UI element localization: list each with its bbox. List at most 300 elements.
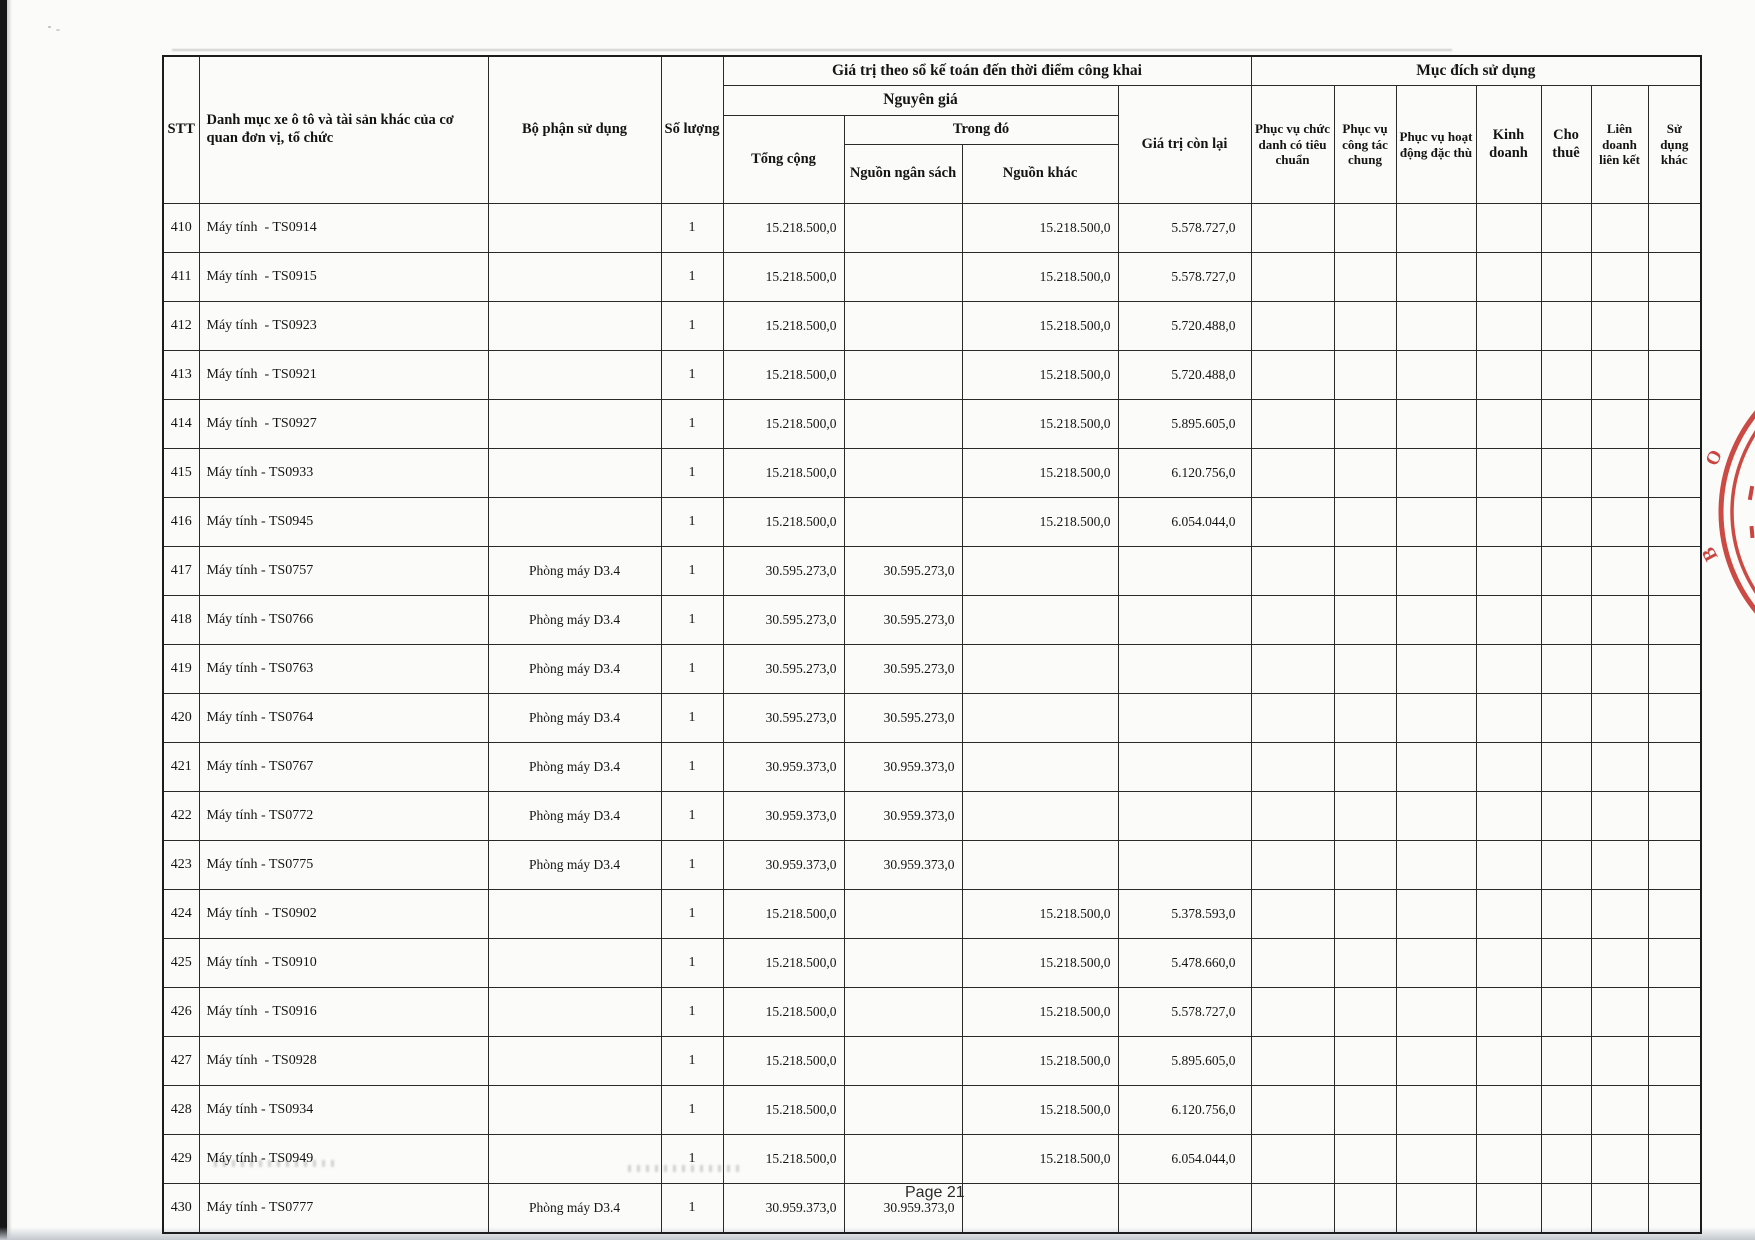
usage-cell [1541,1184,1591,1234]
usage-cell [1334,1086,1396,1135]
asset-name: Máy tính - TS0923 [199,302,488,351]
usage-cell [1396,939,1476,988]
usage-cell [1648,939,1701,988]
asset-table [162,55,1702,1234]
usage-cell [1541,204,1591,253]
col-header-remaining-value: Giá trị còn lại [1118,86,1251,204]
budget-source: 30.595.273,0 [844,547,962,596]
usage-cell [1591,400,1648,449]
usage-cell [1251,1037,1334,1086]
quantity: 1 [661,547,723,596]
usage-cell [1541,351,1591,400]
budget-source [844,1086,962,1135]
asset-name: Máy tính - TS0767 [199,743,488,792]
usage-cell [1476,988,1541,1037]
table-row [163,547,1701,596]
remaining-value: 5.720.488,0 [1118,351,1251,400]
usage-cell [1541,1037,1591,1086]
table-header [163,56,1701,204]
usage-cell [1591,841,1648,890]
budget-source: 30.595.273,0 [844,596,962,645]
department [488,204,661,253]
usage-cell [1591,596,1648,645]
quantity: 1 [661,253,723,302]
usage-cell [1591,890,1648,939]
table-row [163,400,1701,449]
usage-cell [1476,1184,1541,1234]
usage-cell [1251,939,1334,988]
department [488,351,661,400]
row-stt: 430 [163,1184,199,1234]
asset-name: Máy tính - TS0928 [199,1037,488,1086]
table-row [163,1037,1701,1086]
total-cost: 15.218.500,0 [723,449,844,498]
budget-source: 30.959.373,0 [844,743,962,792]
usage-cell [1591,449,1648,498]
total-cost: 15.218.500,0 [723,302,844,351]
row-stt: 414 [163,400,199,449]
asset-name: Máy tính - TS0902 [199,890,488,939]
col-header-usage-6: Sử dụng khác [1648,86,1701,204]
table-row [163,890,1701,939]
row-stt: 422 [163,792,199,841]
quantity: 1 [661,1086,723,1135]
asset-name: Máy tính - TS0914 [199,204,488,253]
usage-cell [1251,645,1334,694]
quantity: 1 [661,351,723,400]
budget-source [844,204,962,253]
page-number: Page 21 [905,1184,965,1201]
usage-cell [1396,988,1476,1037]
budget-source [844,253,962,302]
department: Phòng máy D3.4 [488,841,661,890]
other-source [962,645,1118,694]
department: Phòng máy D3.4 [488,596,661,645]
usage-cell [1396,204,1476,253]
table-row [163,792,1701,841]
col-header-total: Tổng cộng [723,116,844,204]
usage-cell [1334,1135,1396,1184]
usage-cell [1541,841,1591,890]
usage-cell [1476,302,1541,351]
usage-cell [1648,792,1701,841]
usage-cell [1591,1037,1648,1086]
usage-cell [1591,988,1648,1037]
usage-cell [1334,939,1396,988]
total-cost: 15.218.500,0 [723,890,844,939]
other-source [962,841,1118,890]
department: Phòng máy D3.4 [488,547,661,596]
usage-cell [1251,253,1334,302]
quantity: 1 [661,988,723,1037]
budget-source [844,498,962,547]
asset-name: Máy tính - TS0763 [199,645,488,694]
other-source: 15.218.500,0 [962,890,1118,939]
other-source: 15.218.500,0 [962,1135,1118,1184]
row-stt: 420 [163,694,199,743]
col-header-usage-purpose-group: Mục đích sử dụng [1251,56,1701,86]
usage-cell [1476,1086,1541,1135]
total-cost: 15.218.500,0 [723,939,844,988]
col-header-usage-4: Cho thuê [1541,86,1591,204]
quantity: 1 [661,645,723,694]
usage-cell [1648,1135,1701,1184]
red-official-stamp-partial [1688,345,1755,690]
col-header-quantity: Số lượng [661,56,723,204]
usage-cell [1396,1184,1476,1234]
department [488,449,661,498]
remaining-value: 5.578.727,0 [1118,204,1251,253]
usage-cell [1334,498,1396,547]
usage-cell [1476,1135,1541,1184]
usage-cell [1541,939,1591,988]
other-source: 15.218.500,0 [962,204,1118,253]
other-source: 15.218.500,0 [962,988,1118,1037]
total-cost: 15.218.500,0 [723,1135,844,1184]
total-cost: 30.959.373,0 [723,743,844,792]
usage-cell [1591,498,1648,547]
department: Phòng máy D3.4 [488,743,661,792]
usage-cell [1476,645,1541,694]
asset-name: Máy tính - TS0764 [199,694,488,743]
other-source: 15.218.500,0 [962,302,1118,351]
row-stt: 416 [163,498,199,547]
usage-cell [1648,302,1701,351]
budget-source [844,302,962,351]
quantity: 1 [661,939,723,988]
usage-cell [1334,1184,1396,1234]
department [488,939,661,988]
remaining-value: 5.378.593,0 [1118,890,1251,939]
table-row [163,596,1701,645]
usage-cell [1396,694,1476,743]
usage-cell [1476,351,1541,400]
asset-name: Máy tính - TS0945 [199,498,488,547]
row-stt: 429 [163,1135,199,1184]
usage-cell [1476,694,1541,743]
table-row [163,449,1701,498]
usage-cell [1334,743,1396,792]
remaining-value: 5.578.727,0 [1118,988,1251,1037]
usage-cell [1476,253,1541,302]
asset-name: Máy tính - TS0927 [199,400,488,449]
remaining-value [1118,596,1251,645]
usage-cell [1251,498,1334,547]
asset-name: Máy tính - TS0916 [199,988,488,1037]
col-header-stt: STT [163,56,199,204]
usage-cell [1396,596,1476,645]
usage-cell [1476,449,1541,498]
quantity: 1 [661,1184,723,1234]
usage-cell [1251,400,1334,449]
other-source [962,596,1118,645]
row-stt: 428 [163,1086,199,1135]
table-row [163,939,1701,988]
usage-cell [1648,743,1701,792]
quantity: 1 [661,498,723,547]
total-cost: 30.595.273,0 [723,596,844,645]
usage-cell [1541,400,1591,449]
other-source [962,1184,1118,1234]
usage-cell [1541,792,1591,841]
department: Phòng máy D3.4 [488,694,661,743]
quantity: 1 [661,1037,723,1086]
budget-source: 30.959.373,0 [844,792,962,841]
other-source [962,694,1118,743]
table-row [163,1086,1701,1135]
department [488,890,661,939]
quantity: 1 [661,204,723,253]
usage-cell [1541,988,1591,1037]
usage-cell [1591,1135,1648,1184]
usage-cell [1251,1184,1334,1234]
usage-cell [1541,1135,1591,1184]
col-header-asset-category: Danh mục xe ô tô và tài sản khác của cơ quan đơn vị, tổ chức [199,56,488,204]
usage-cell [1541,596,1591,645]
total-cost: 30.959.373,0 [723,792,844,841]
quantity: 1 [661,400,723,449]
usage-cell [1251,449,1334,498]
row-stt: 418 [163,596,199,645]
department [488,1135,661,1184]
usage-cell [1541,645,1591,694]
col-header-book-value-group: Giá trị theo sổ kế toán đến thời điểm công khai [723,56,1251,86]
usage-cell [1334,449,1396,498]
usage-cell [1396,890,1476,939]
usage-cell [1396,302,1476,351]
usage-cell [1591,1086,1648,1135]
other-source: 15.218.500,0 [962,939,1118,988]
other-source: 15.218.500,0 [962,253,1118,302]
quantity: 1 [661,792,723,841]
asset-name: Máy tính - TS0777 [199,1184,488,1234]
usage-cell [1476,1037,1541,1086]
asset-name: Máy tính - TS0757 [199,547,488,596]
total-cost: 15.218.500,0 [723,351,844,400]
other-source: 15.218.500,0 [962,1086,1118,1135]
remaining-value: 6.054.044,0 [1118,498,1251,547]
usage-cell [1591,253,1648,302]
usage-cell [1334,302,1396,351]
usage-cell [1396,1037,1476,1086]
usage-cell [1396,743,1476,792]
usage-cell [1476,743,1541,792]
usage-cell [1396,645,1476,694]
row-stt: 423 [163,841,199,890]
usage-cell [1396,351,1476,400]
department [488,988,661,1037]
total-cost: 15.218.500,0 [723,253,844,302]
usage-cell [1591,645,1648,694]
remaining-value: 6.120.756,0 [1118,449,1251,498]
asset-name: Máy tính - TS0766 [199,596,488,645]
usage-cell [1334,841,1396,890]
remaining-value [1118,547,1251,596]
other-source: 15.218.500,0 [962,400,1118,449]
remaining-value [1118,743,1251,792]
usage-cell [1396,253,1476,302]
usage-cell [1334,792,1396,841]
table-row [163,645,1701,694]
department [488,302,661,351]
usage-cell [1648,204,1701,253]
scan-edge-left [0,0,7,1240]
usage-cell [1251,890,1334,939]
remaining-value: 5.578.727,0 [1118,253,1251,302]
budget-source [844,400,962,449]
other-source: 15.218.500,0 [962,449,1118,498]
other-source [962,792,1118,841]
table-row [163,302,1701,351]
budget-source: 30.595.273,0 [844,694,962,743]
usage-cell [1541,694,1591,743]
asset-name: Máy tính - TS0949 [199,1135,488,1184]
table-row [163,1135,1701,1184]
usage-cell [1541,253,1591,302]
col-header-usage-0: Phục vụ chức danh có tiêu chuẩn [1251,86,1334,204]
other-source: 15.218.500,0 [962,351,1118,400]
remaining-value [1118,645,1251,694]
department [488,1037,661,1086]
col-header-usage-5: Liên doanh liên kết [1591,86,1648,204]
asset-name: Máy tính - TS0915 [199,253,488,302]
budget-source [844,351,962,400]
usage-cell [1541,743,1591,792]
table-row [163,351,1701,400]
quantity: 1 [661,743,723,792]
usage-cell [1396,1086,1476,1135]
usage-cell [1648,1086,1701,1135]
usage-cell [1541,302,1591,351]
department: Phòng máy D3.4 [488,645,661,694]
row-stt: 424 [163,890,199,939]
usage-cell [1541,449,1591,498]
total-cost: 30.595.273,0 [723,547,844,596]
usage-cell [1396,792,1476,841]
usage-cell [1251,1135,1334,1184]
usage-cell [1396,547,1476,596]
budget-source: 30.959.373,0 [844,1184,962,1234]
row-stt: 410 [163,204,199,253]
col-header-original-price: Nguyên giá [723,86,1118,116]
col-header-other-source: Nguồn khác [962,145,1118,204]
usage-cell [1251,351,1334,400]
usage-cell [1334,400,1396,449]
usage-cell [1476,547,1541,596]
usage-cell [1251,988,1334,1037]
quantity: 1 [661,596,723,645]
total-cost: 30.959.373,0 [723,841,844,890]
row-stt: 426 [163,988,199,1037]
usage-cell [1334,351,1396,400]
total-cost: 15.218.500,0 [723,400,844,449]
asset-name: Máy tính - TS0921 [199,351,488,400]
usage-cell [1591,743,1648,792]
usage-cell [1476,841,1541,890]
usage-cell [1476,792,1541,841]
table-row [163,498,1701,547]
table-row [163,841,1701,890]
col-header-department: Bộ phận sử dụng [488,56,661,204]
usage-cell [1334,253,1396,302]
usage-cell [1541,1086,1591,1135]
total-cost: 30.595.273,0 [723,694,844,743]
row-stt: 411 [163,253,199,302]
usage-cell [1334,547,1396,596]
usage-cell [1541,498,1591,547]
department: Phòng máy D3.4 [488,792,661,841]
usage-cell [1648,694,1701,743]
remaining-value [1118,841,1251,890]
other-source [962,547,1118,596]
quantity: 1 [661,1135,723,1184]
budget-source: 30.959.373,0 [844,841,962,890]
total-cost: 15.218.500,0 [723,988,844,1037]
asset-name: Máy tính - TS0933 [199,449,488,498]
usage-cell [1251,204,1334,253]
usage-cell [1251,547,1334,596]
asset-table-body [163,204,1701,1234]
usage-cell [1591,792,1648,841]
col-header-budget-source: Nguồn ngân sách [844,145,962,204]
budget-source [844,1037,962,1086]
usage-cell [1334,988,1396,1037]
remaining-value: 5.895.605,0 [1118,1037,1251,1086]
total-cost: 15.218.500,0 [723,204,844,253]
usage-cell [1251,596,1334,645]
budget-source [844,939,962,988]
remaining-value: 5.478.660,0 [1118,939,1251,988]
scan-edge-left-shadow [7,0,12,1240]
usage-cell [1334,645,1396,694]
usage-cell [1476,890,1541,939]
total-cost: 15.218.500,0 [723,498,844,547]
row-stt: 421 [163,743,199,792]
total-cost: 15.218.500,0 [723,1037,844,1086]
usage-cell [1648,841,1701,890]
row-stt: 412 [163,302,199,351]
other-source: 15.218.500,0 [962,498,1118,547]
usage-cell [1476,939,1541,988]
remaining-value: 5.720.488,0 [1118,302,1251,351]
col-header-usage-3: Kinh doanh [1476,86,1541,204]
usage-cell [1334,596,1396,645]
usage-cell [1334,694,1396,743]
total-cost: 30.959.373,0 [723,1184,844,1234]
total-cost: 30.595.273,0 [723,645,844,694]
usage-cell [1648,253,1701,302]
table-row [163,694,1701,743]
stamp-letter: B [1697,543,1723,565]
total-cost: 15.218.500,0 [723,1086,844,1135]
asset-name: Máy tính - TS0910 [199,939,488,988]
usage-cell [1251,1086,1334,1135]
usage-cell [1476,596,1541,645]
usage-cell [1396,1135,1476,1184]
quantity: 1 [661,694,723,743]
budget-source [844,1135,962,1184]
remaining-value: 6.120.756,0 [1118,1086,1251,1135]
usage-cell [1396,841,1476,890]
scan-smear [172,49,1452,51]
usage-cell [1541,547,1591,596]
usage-cell [1591,1184,1648,1234]
budget-source [844,988,962,1037]
budget-source: 30.595.273,0 [844,645,962,694]
remaining-value: 6.054.044,0 [1118,1135,1251,1184]
usage-cell [1648,1184,1701,1234]
col-header-of-which: Trong đó [844,116,1118,145]
